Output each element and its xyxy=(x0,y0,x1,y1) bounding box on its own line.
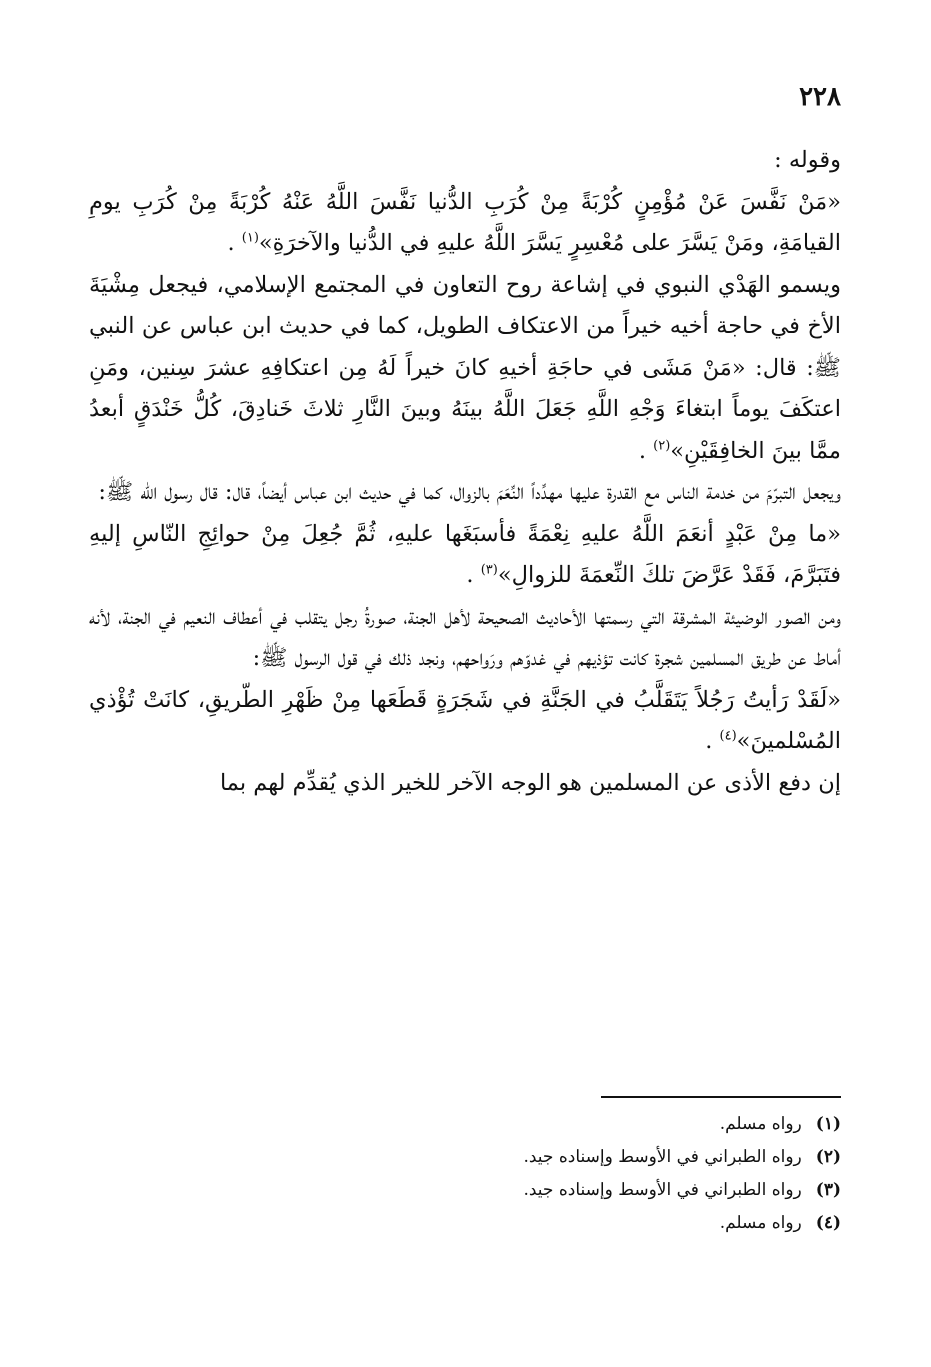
hadith-quote-2-text: «ما مِنْ عَبْدٍ أنعَمَ اللَّهُ عليهِ نِعْمَةً فأسبَغَها عليهِ، ثُمَّ جُعِلَ مِنْ حوائِجِ النّاسِ إليهِ فتَبَرَّمَ، فَقَدْ عَرَّضَ تلكَ النِّعمَةَ للزوالِ» xyxy=(89,520,841,588)
footnote-ref-2: (٢) xyxy=(653,438,671,453)
paragraph-2: ويجعل التبرّمَ من خدمة الناس مع القدرة عليها مهدِّداً النِّعَمَ بالزوال، كما في حديث ابن عباس أيضاً، قال: قال رسول الله ﷺ: xyxy=(98,479,841,505)
footnote-text: رواه الطبراني في الأوسط وإسناده جيد. xyxy=(523,1180,802,1200)
footnote-text: رواه مسلم. xyxy=(719,1213,802,1233)
hadith-quote-2: «ما مِنْ عَبْدٍ أنعَمَ اللَّهُ عليهِ نِعْمَةً فأسبَغَها عليهِ، ثُمَّ جُعِلَ مِنْ حوائِجِ النّاسِ إليهِ فتَبَرَّمَ، فَقَدْ عَرَّضَ تلكَ النِّعمَةَ للزوالِ»$^{(٣)}$ . xyxy=(89,520,841,588)
footnotes xyxy=(89,1108,841,1240)
footnote-2 xyxy=(89,1141,841,1174)
hadith-quote-1: «مَنْ نَفَّسَ عَنْ مُؤْمِنٍ كُرْبَةً مِنْ كُرَبِ الدُّنيا نَفَّسَ اللَّهُ عَنْهُ كُرْبَةً مِنْ كُرَبِ يومِ القيامَةِ، ومَنْ يَسَّرَ على مُعْسِرٍ يَسَّرَ اللَّهُ عليهِ في الدُّنيا والآخرَةِ»$^{(١)}$ . xyxy=(89,188,841,256)
footnote-4 xyxy=(89,1207,841,1240)
footnote-ref-3: (٣) xyxy=(480,562,498,578)
footnote-number: (٢) xyxy=(815,1147,841,1167)
footnote-text: رواه الطبراني في الأوسط وإسناده جيد. xyxy=(523,1147,802,1167)
footnote-ref-4: (٤) xyxy=(719,728,737,744)
body-text xyxy=(89,140,841,804)
intro-line: وقوله : xyxy=(774,147,841,173)
footnote-text: رواه مسلم. xyxy=(719,1114,802,1134)
footnote-ref-1: (١) xyxy=(241,230,259,246)
paragraph-1: ويسمو الهَدْي النبوي في إشاعة روح التعاون في المجتمع الإسلامي، فيجعل مِشْيَةَ الأخ في حاجة أخيه خيراً من الاعتكاف الطويل، كما في حديث ابن عباس عن النبي ﷺ: قال: «مَنْ مَشَى في حاجَةِ أخيهِ كانَ خيراً لَهُ مِن اعتكافِهِ عشرَ سِنين، ومَنِ اعتكَفَ يوماً ابتغاءَ وَجْهِ اللَّهِ جَعَلَ اللَّهُ بينَهُ وبينَ النَّارِ ثلاثَ خَنادِقَ، كُلُّ خَنْدَقٍ أبعدُ ممَّا بينَ الخافِقَيْنِ»$^{(٢)}$ . xyxy=(89,271,841,464)
hadith-quote-1-text: «مَنْ نَفَّسَ عَنْ مُؤْمِنٍ كُرْبَةً مِنْ كُرَبِ الدُّنيا نَفَّسَ اللَّهُ عَنْهُ كُرْبَةً مِنْ كُرَبِ يومِ القيامَةِ، ومَنْ يَسَّرَ على مُعْسِرٍ يَسَّرَ اللَّهُ عليهِ في الدُّنيا والآخرَةِ» xyxy=(89,188,841,256)
footnote-number: (٤) xyxy=(815,1213,841,1233)
paragraph-4: إن دفع الأذى عن المسلمين هو الوجه الآخر للخير الذي يُقدِّم لهم بما xyxy=(219,769,841,796)
footnote-number: (٣) xyxy=(815,1180,841,1200)
page-number: ٢٢٨ xyxy=(799,82,841,112)
paragraph-1-text: ويسمو الهَدْي النبوي في إشاعة روح التعاون في المجتمع الإسلامي، فيجعل مِشْيَةَ الأخ في حاجة أخيه خيراً من الاعتكاف الطويل، كما في حديث ابن عباس عن النبي ﷺ: قال: «مَنْ مَشَى في حاجَةِ أخيهِ كانَ خيراً لَهُ مِن اعتكافِهِ عشرَ سِنين، ومَنِ اعتكَفَ يوماً ابتغاءَ وَجْهِ اللَّهِ جَعَلَ اللَّهُ بينَهُ وبينَ النَّارِ ثلاثَ خَنادِقَ، كُلُّ خَنْدَقٍ أبعدُ ممَّا بينَ الخافِقَيْنِ» xyxy=(89,271,841,464)
footnote-3 xyxy=(89,1174,841,1207)
footnote-1 xyxy=(89,1108,841,1141)
paragraph-3: ومن الصور الوضيئة المشرقة التي رسمتها الأحاديث الصحيحة لأهل الجنة، صورةُ رجل يتقلب في أعطاف النعيم في الجنة، لأنه أماط عن طريق المسلمين شجرة كانت تؤذيهم في غدوّهم ورَواحهم، ونجد ذلك في قول الرسول ﷺ: xyxy=(89,603,841,671)
footnote-number: (١) xyxy=(815,1114,841,1134)
footnote-divider xyxy=(601,1096,841,1098)
hadith-quote-3-text: «لَقَدْ رَأيتُ رَجُلاً يَتَقَلَّبُ في الجَنَّةِ في شَجَرَةٍ قَطَعَها مِنْ ظَهْرِ الطّريقِ، كانَتْ تُؤْذي المُسْلمينَ» xyxy=(89,686,841,754)
hadith-quote-3: «لَقَدْ رَأيتُ رَجُلاً يَتَقَلَّبُ في الجَنَّةِ في شَجَرَةٍ قَطَعَها مِنْ ظَهْرِ الطّريقِ، كانَتْ تُؤْذي المُسْلمينَ»$^{(٤)}$ . xyxy=(89,686,841,754)
